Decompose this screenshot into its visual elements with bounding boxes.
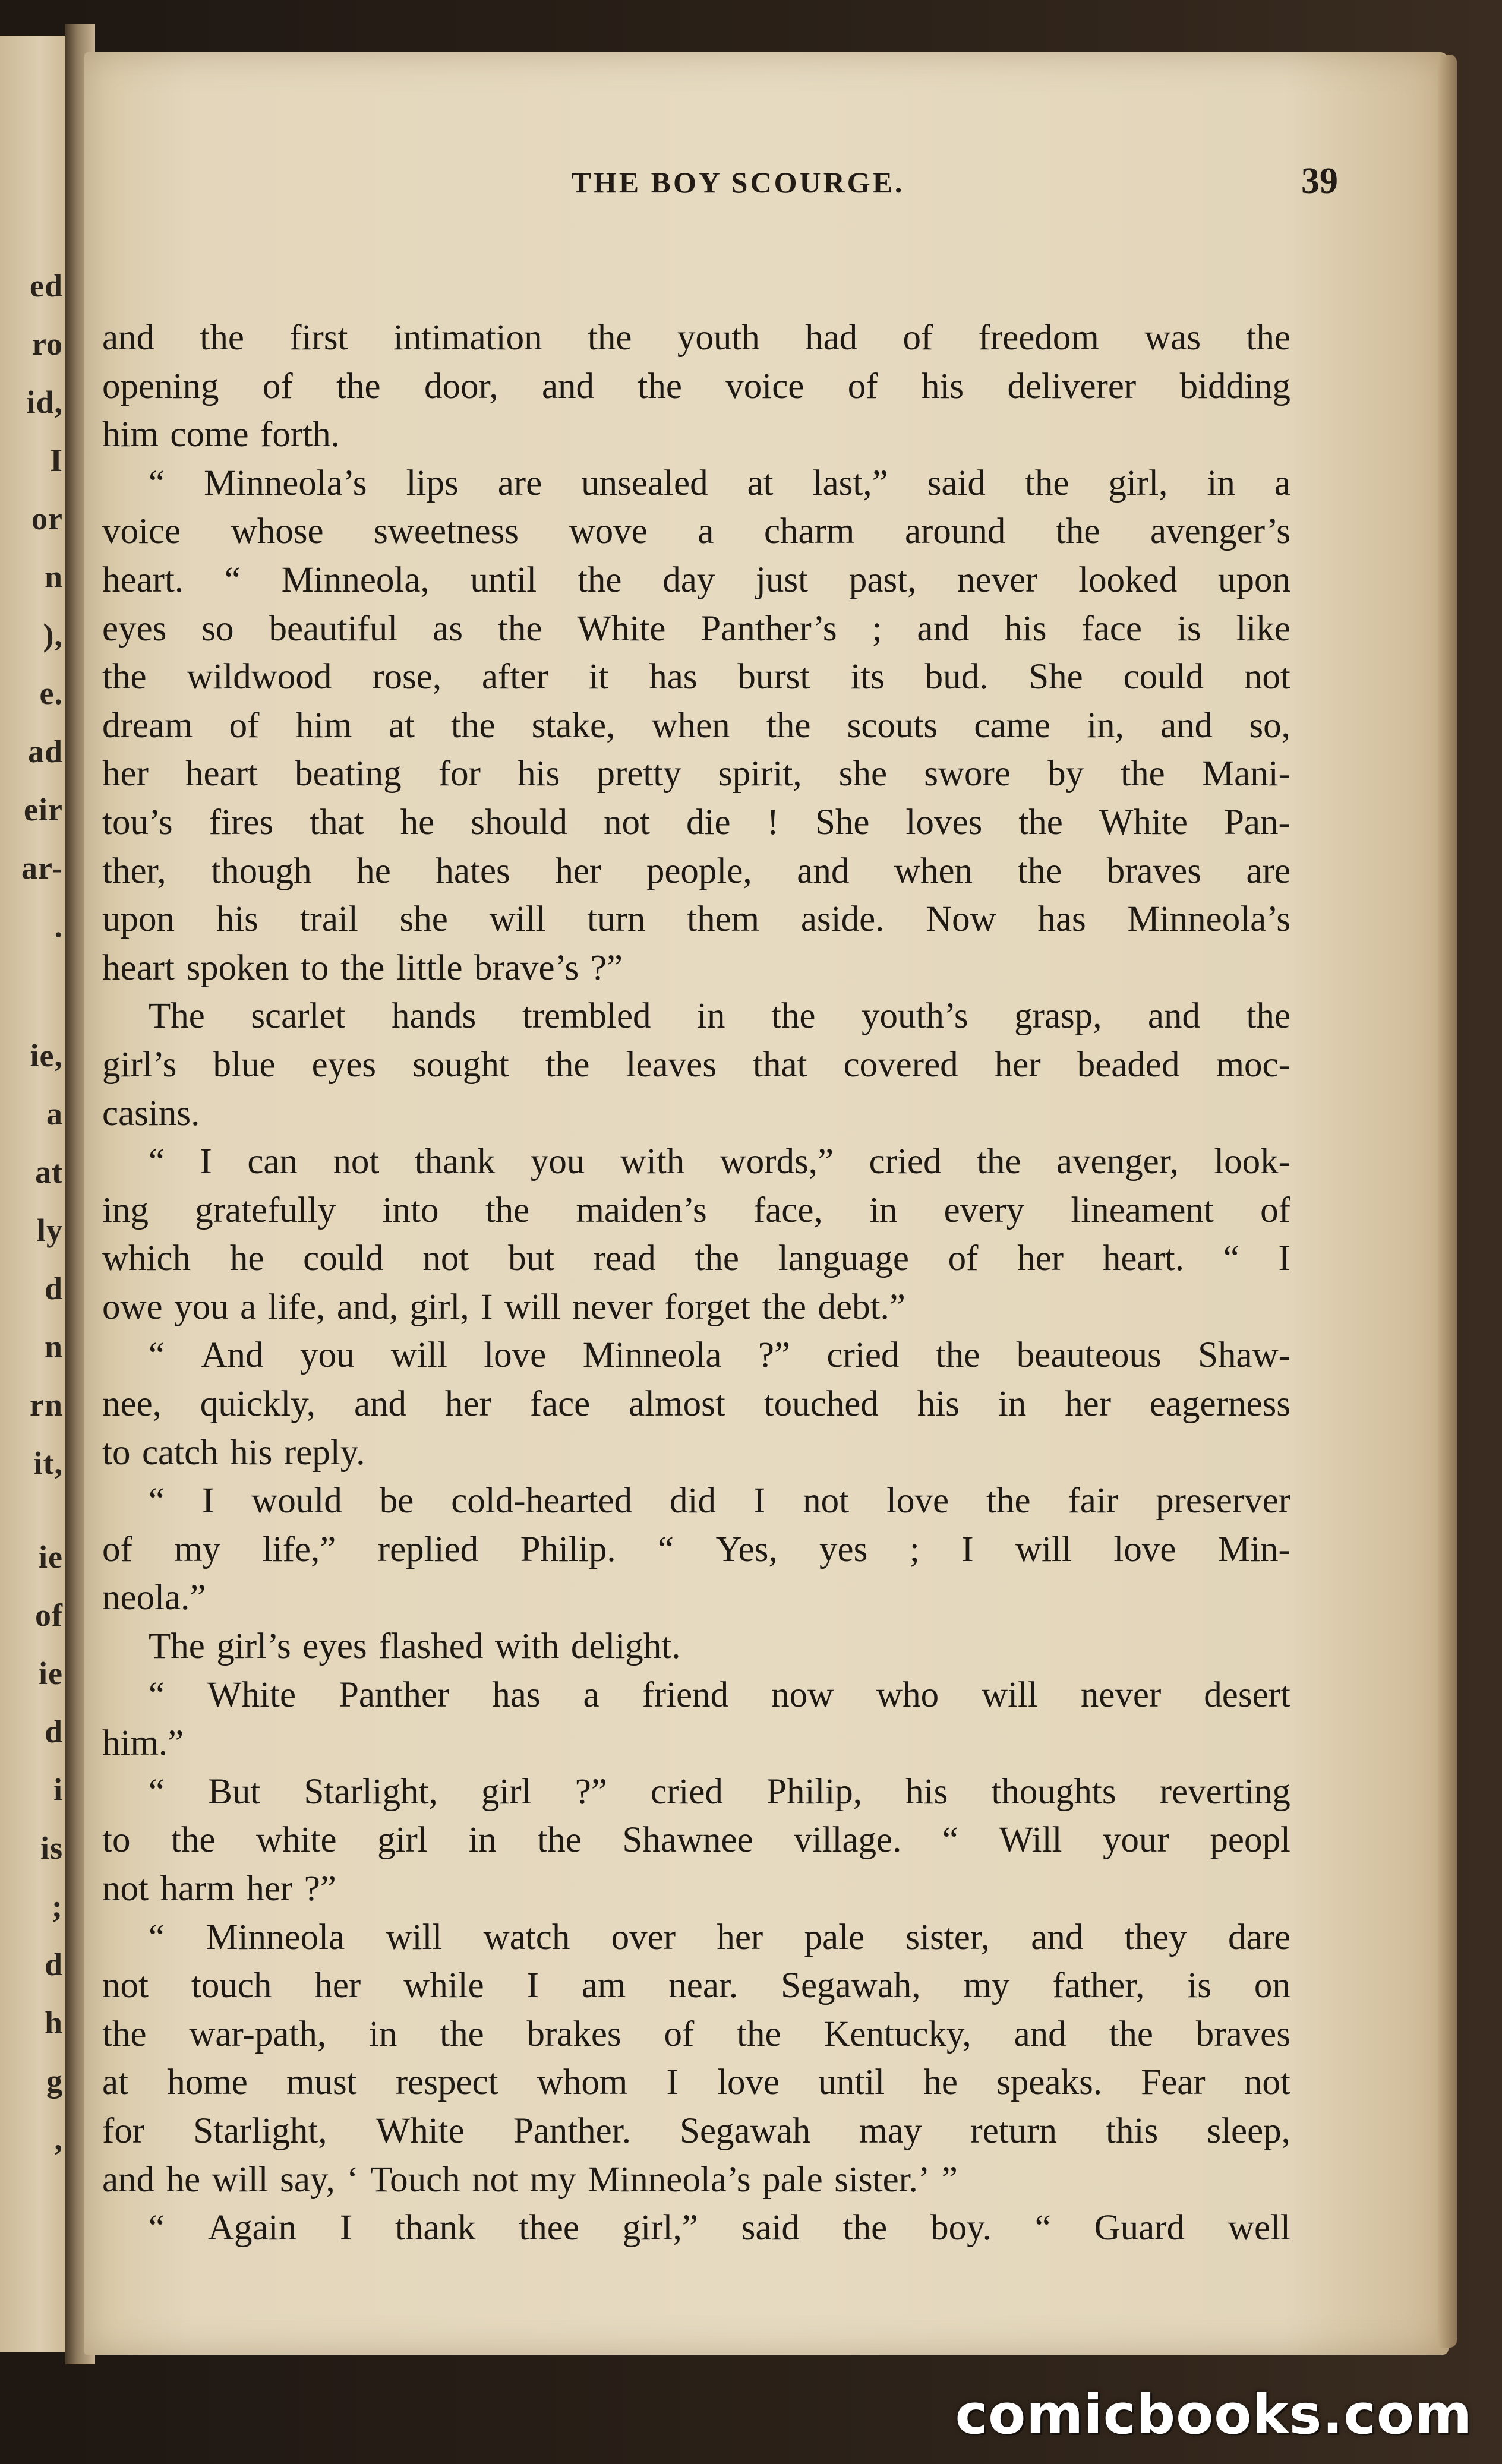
left-page-fragment: i <box>53 1772 63 1808</box>
left-page-fragment: it, <box>33 1445 63 1481</box>
left-page-fragment: eir <box>24 792 63 827</box>
text-line: tou’s fires that he should not die ! She loves the White Pan- <box>102 802 1290 842</box>
text-line: upon his trail she will turn them aside. Now has Minneola’s <box>102 899 1290 940</box>
text-line: and he will say, ‘ Touch not my Minneola’s pale sister.’ ” <box>102 2159 958 2200</box>
text-line: casins. <box>102 1093 200 1133</box>
text-line: eyes so beautiful as the White Panther’s ; and his face is like <box>102 608 1290 649</box>
left-page-fragment: g <box>46 2063 63 2099</box>
left-page-fragment: at <box>35 1154 63 1190</box>
text-line: for Starlight, White Panther. Segawah may return this sleep, <box>102 2111 1290 2151</box>
running-title: THE BOY SCOURGE. <box>571 166 905 199</box>
text-line: nee, quickly, and her face almost touched his in her eagerness <box>102 1384 1290 1424</box>
left-page-fragment: id, <box>26 384 63 420</box>
text-line: and the first intimation the youth had of freedom was the <box>102 318 1290 358</box>
page-number: 39 <box>1301 161 1338 201</box>
left-page-fragment: I <box>49 443 63 478</box>
text-line: dream of him at the stake, when the scouts came in, and so, <box>102 705 1290 745</box>
text-line: owe you a life, and, girl, I will never forget the debt.” <box>102 1287 905 1327</box>
text-line: not touch her while I am near. Segawah, my father, is on <box>102 1966 1290 2006</box>
left-page-fragment: ie <box>39 1539 63 1575</box>
text-line: of my life,” replied Philip. “ Yes, yes ; I will love Min- <box>102 1529 1290 1569</box>
text-line: heart spoken to the little brave’s ?” <box>102 947 623 988</box>
text-line: which he could not but read the language of her heart. “ I <box>102 1239 1290 1279</box>
left-page-fragment: n <box>44 1329 63 1364</box>
text-line: “ White Panther has a friend now who will never desert <box>149 1675 1290 1715</box>
text-line: opening of the door, and the voice of his deliverer bidding <box>102 366 1290 406</box>
text-line: The scarlet hands trembled in the youth’s grasp, and the <box>149 996 1290 1037</box>
text-line: “ I can not thank you with words,” cried the avenger, look- <box>149 1142 1290 1182</box>
text-line: girl’s blue eyes sought the leaves that covered her beaded moc- <box>102 1044 1290 1085</box>
text-line: to the white girl in the Shawnee village. “ Will your peopl <box>102 1820 1290 1860</box>
left-page-fragment: d <box>44 1947 63 1982</box>
text-line: him.” <box>102 1723 184 1764</box>
text-line: “ I would be cold-hearted did I not love the fair preserver <box>149 1481 1290 1521</box>
site-watermark: comicbooks.com <box>955 2383 1472 2446</box>
left-page-fragment: ; <box>52 1888 63 1924</box>
text-line: “ But Starlight, girl ?” cried Philip, his thoughts reverting <box>149 1771 1290 1812</box>
text-line: ing gratefully into the maiden’s face, in every lineament of <box>102 1190 1290 1230</box>
text-line: voice whose sweetness wove a charm around the avenger’s <box>102 511 1290 552</box>
left-page-fragment: d <box>44 1714 63 1749</box>
left-page-fragment: d <box>44 1271 63 1306</box>
left-page-fragment: ), <box>43 617 63 653</box>
text-line: to catch his reply. <box>102 1432 365 1473</box>
text-line: heart. “ Minneola, until the day just past, never looked upon <box>102 560 1290 600</box>
text-line: neola.” <box>102 1578 206 1618</box>
left-page-fragment: e. <box>39 675 63 711</box>
left-page-fragment: rn <box>30 1387 63 1423</box>
text-line: the wildwood rose, after it has burst its bud. She could not <box>102 657 1290 697</box>
left-page-fragment: ar- <box>21 850 63 886</box>
left-page-fragment: ie <box>39 1656 63 1691</box>
left-page-fragment: ie, <box>30 1038 63 1073</box>
text-line: “ Minneola’s lips are unsealed at last,” said the girl, in a <box>149 463 1290 503</box>
right-page <box>84 52 1449 2355</box>
left-page-fragment: n <box>44 559 63 595</box>
body-text <box>102 314 1290 2253</box>
left-page-edge <box>0 36 67 2352</box>
text-line: at home must respect whom I love until he speaks. Fear not <box>102 2062 1290 2103</box>
text-line: “ Again I thank thee girl,” said the boy. “ Guard well <box>149 2208 1290 2248</box>
left-page-fragment: ad <box>27 734 63 769</box>
left-page-fragment: ro <box>32 326 63 362</box>
text-line: the war-path, in the brakes of the Kentucky, and the braves <box>102 2014 1290 2054</box>
left-page-fragment: h <box>44 2005 63 2040</box>
text-line: not harm her ?” <box>102 1869 336 1909</box>
left-page-fragment: ly <box>36 1212 63 1248</box>
left-page-fragment: a <box>46 1096 63 1132</box>
left-page-fragment: is <box>40 1830 63 1866</box>
text-line: “ Minneola will watch over her pale sister, and they dare <box>149 1917 1290 1957</box>
page-edge-shadow <box>1438 55 1457 2348</box>
left-page-fragment: of <box>35 1597 63 1633</box>
left-page-fragment: , <box>54 2121 63 2157</box>
text-line: “ And you will love Minneola ?” cried the beauteous Shaw- <box>149 1335 1290 1376</box>
text-line: The girl’s eyes flashed with delight. <box>149 1626 681 1667</box>
left-page-fragment: ed <box>30 268 63 304</box>
text-line: ther, though he hates her people, and when the braves are <box>102 851 1290 891</box>
text-line: her heart beating for his pretty spirit, she swore by the Mani- <box>102 754 1290 794</box>
text-line: him come forth. <box>102 415 340 455</box>
left-page-fragment: . <box>54 908 63 944</box>
left-page-fragment: or <box>31 501 63 536</box>
